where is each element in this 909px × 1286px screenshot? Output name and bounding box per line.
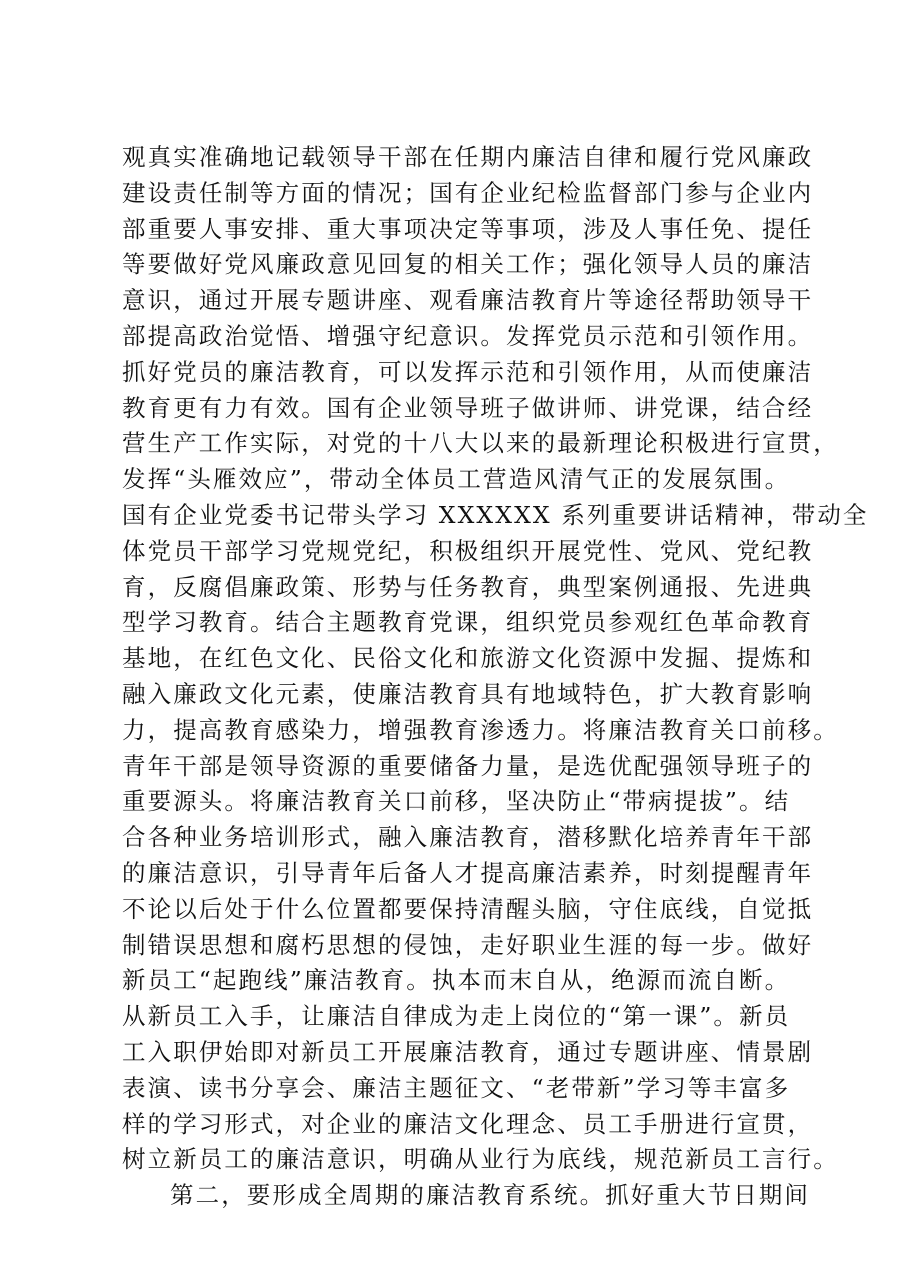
text-line: 青年干部是领导资源的重要储备力量，是选优配强领导班子的 xyxy=(122,751,814,780)
text-line: 抓好党员的廉洁教育，可以发挥示范和引领作用，从而使廉洁 xyxy=(122,357,814,386)
text-line: 发挥“头雁效应”，带动全体员工营造风清气正的发展氛围。 xyxy=(122,465,791,494)
document-body-text xyxy=(122,140,869,1214)
text-line: 等要做好党风廉政意见回复的相关工作；强化领导人员的廉洁 xyxy=(122,250,814,279)
text-line: 制错误思想和腐朽思想的侵蚀，走好职业生涯的每一步。做好 xyxy=(122,930,814,959)
text-line: 国有企业党委书记带头学习 XXXXXX 系列重要讲话精神，带动全 xyxy=(122,500,869,529)
text-line: 观真实准确地记载领导干部在任期内廉洁自律和履行党风廉政 xyxy=(122,143,814,171)
text-line: 树立新员工的廉洁意识，明确从业行为底线，规范新员工言行。 xyxy=(122,1145,839,1174)
text-line: 营生产工作实际，对党的十八大以来的最新理论积极进行宣贯， xyxy=(122,429,839,458)
text-line: 重要源头。将廉洁教育关口前移，坚决防止“带病提拔”。结 xyxy=(122,787,791,816)
text-line: 融入廉政文化元素，使廉洁教育具有地域特色，扩大教育影响 xyxy=(122,679,814,708)
text-line: 体党员干部学习党规党纪，积极组织开展党性、党风、党纪教 xyxy=(122,536,814,565)
text-line: 育，反腐倡廉政策、形势与任务教育，典型案例通报、先进典 xyxy=(122,572,814,601)
text-line: 型学习教育。结合主题教育党课，组织党员参观红色革命教育 xyxy=(122,608,814,637)
text-line: 从新员工入手，让廉洁自律成为走上岗位的“第一课”。新员 xyxy=(122,1002,791,1031)
text-line: 建设责任制等方面的情况；国有企业纪检监督部门参与企业内 xyxy=(122,178,814,207)
text-line: 基地，在红色文化、民俗文化和旅游文化资源中发掘、提炼和 xyxy=(122,644,814,673)
text-line: 工入职伊始即对新员工开展廉洁教育，通过专题讲座、情景剧 xyxy=(122,1037,814,1066)
text-line: 样的学习形式，对企业的廉洁文化理念、员工手册进行宣贯， xyxy=(122,1109,814,1138)
text-line: 意识，通过开展专题讲座、观看廉洁教育片等途径帮助领导干 xyxy=(122,286,814,315)
text-line: 部提高政治觉悟、增强守纪意识。发挥党员示范和引领作用。 xyxy=(122,321,814,350)
text-line: 的廉洁意识，引导青年后备人才提高廉洁素养，时刻提醒青年 xyxy=(122,858,814,887)
text-line: 教育更有力有效。国有企业领导班子做讲师、讲党课，结合经 xyxy=(122,393,814,422)
text-line: 不论以后处于什么位置都要保持清醒头脑，守住底线，自觉抵 xyxy=(122,894,814,923)
text-line: 新员工“起跑线”廉洁教育。执本而末自从，绝源而流自断。 xyxy=(122,966,791,995)
text-line: 合各种业务培训形式，融入廉洁教育，潜移默化培养青年干部 xyxy=(122,823,814,852)
text-line: 表演、读书分享会、廉洁主题征文、“老带新”学习等丰富多 xyxy=(122,1073,791,1102)
text-line: 部重要人事安排、重大事项决定等事项，涉及人事任免、提任 xyxy=(122,214,814,243)
text-line: 力，提高教育感染力，增强教育渗透力。将廉洁教育关口前移。 xyxy=(122,715,839,744)
paragraph-start-line: 第二，要形成全周期的廉洁教育系统。抓好重大节日期间 xyxy=(170,1181,810,1210)
